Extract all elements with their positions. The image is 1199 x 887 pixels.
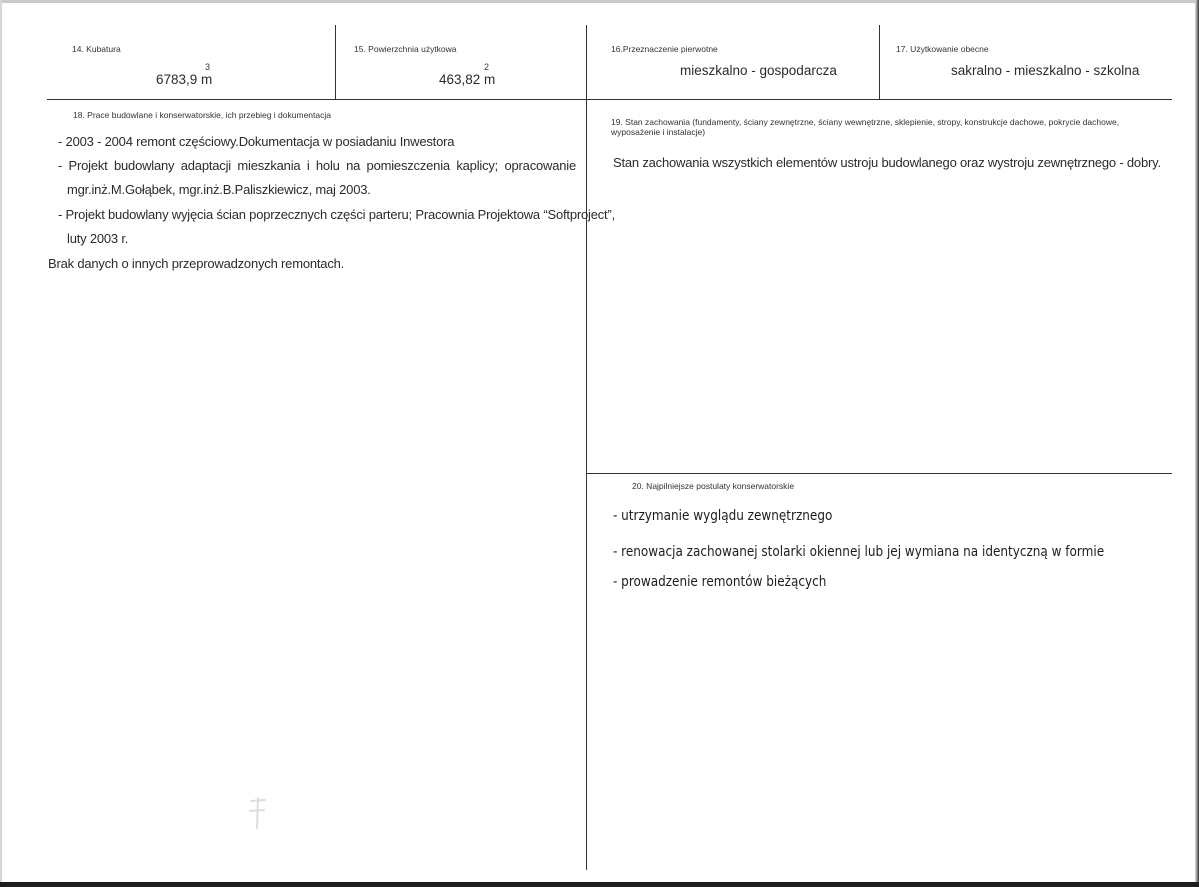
powierzchnia-unit-exponent: 2: [484, 62, 490, 72]
scan-edge-bottom: [0, 882, 1199, 887]
section-19-text: Stan zachowania wszystkich elementów ustroju budowlanego oraz wystroju zewnętrznego - dobry.: [613, 155, 1161, 170]
section-20-label: 20. Najpilniejsze postulaty konserwatorskie: [632, 481, 795, 491]
kubatura-unit-exponent: 3: [205, 62, 211, 72]
section-18-line-4: - Projekt budowlany wyjęcia ścian poprzecznych części parteru; Pracownia Projektowa “Softproject”,: [58, 207, 615, 222]
cross-mark-icon: [247, 795, 269, 831]
divider-col-16-17: [879, 25, 880, 100]
section-19-label-line-1: 19. Stan zachowania (fundamenty, ściany zewnętrzne, ściany wewnętrzne, sklepienie, stropy, konstrukcje dachowe, pokrycie dachowe,: [611, 117, 1120, 127]
kubatura-label: 14. Kubatura: [72, 44, 121, 54]
przeznaczenie-label: 16.Przeznaczenie pierwotne: [611, 44, 718, 54]
przeznaczenie-value: mieszkalno - gospodarcza: [680, 63, 837, 78]
powierzchnia-value: 463,82 m: [439, 72, 496, 87]
section-19-label-line-2: wyposażenie i instalacje): [611, 127, 706, 137]
section-18-line-3: mgr.inż.M.Gołąbek, mgr.inż.B.Paliszkiewicz, maj 2003.: [67, 182, 371, 197]
divider-main-column: [586, 25, 587, 870]
section-18-line-2: - Projekt budowlany adaptacji mieszkania i holu na pomieszczenia kaplicy; opracowanie: [58, 158, 576, 173]
section-18-label: 18. Prace budowlane i konserwatorskie, ich przebieg i dokumentacja: [73, 110, 331, 120]
section-18-line-5: luty 2003 r.: [67, 231, 129, 246]
divider-col-14-15: [335, 25, 336, 100]
header-row-divider: [47, 99, 1172, 100]
uzytkowanie-value: sakralno - mieszkalno - szkolna: [951, 63, 1140, 78]
scan-edge-top: [0, 0, 1199, 3]
scan-edge-right: [1195, 0, 1199, 887]
uzytkowanie-label: 17. Użytkowanie obecne: [896, 44, 989, 54]
scan-edge-left: [0, 0, 2, 887]
section-18-line-6: Brak danych o innych przeprowadzonych remontach.: [48, 256, 345, 271]
section-20-divider: [586, 473, 1172, 474]
postulat-item-3: - prowadzenie remontów bieżących: [613, 574, 827, 590]
postulat-item-1: - utrzymanie wyglądu zewnętrznego: [613, 508, 833, 524]
kubatura-value: 6783,9 m: [156, 72, 213, 87]
postulat-item-2: - renowacja zachowanej stolarki okiennej lub jej wymiana na identyczną w formie: [613, 544, 1105, 560]
powierzchnia-label: 15. Powierzchnia użytkowa: [354, 44, 457, 54]
section-18-line-1: - 2003 - 2004 remont częściowy.Dokumentacja w posiadaniu Inwestora: [58, 134, 455, 149]
